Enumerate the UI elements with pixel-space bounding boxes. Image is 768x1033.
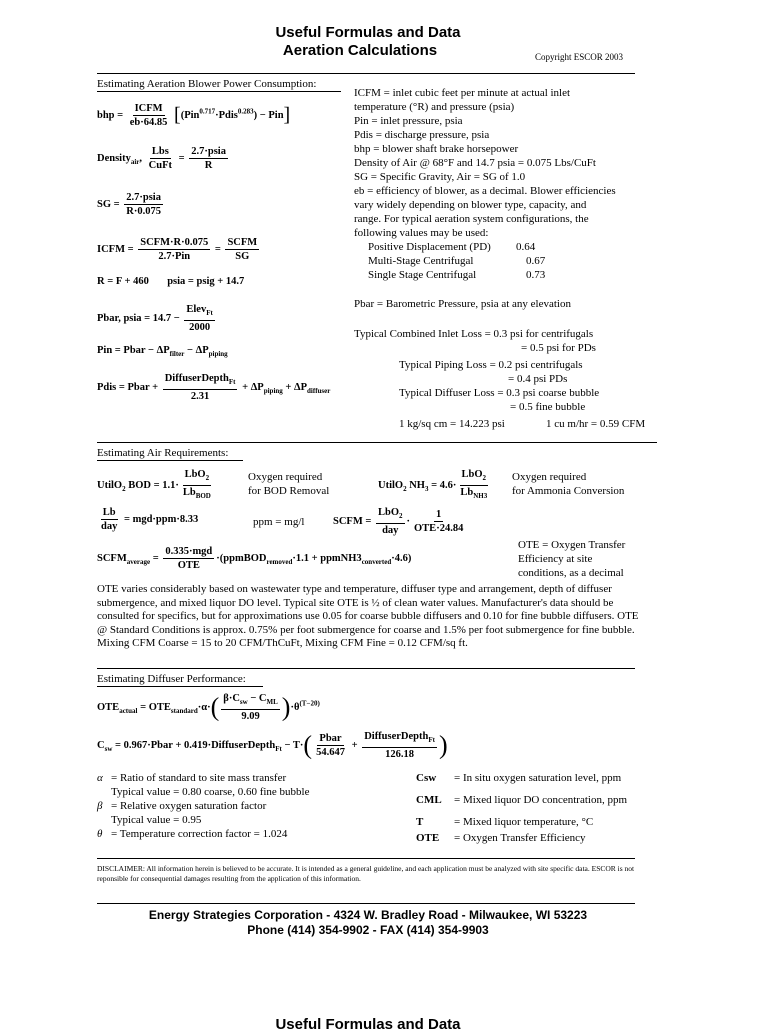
formula-csw: $C_{sw}$ = 0.967·Pbar + 0.419·DiffuserDepth$_{Ft}$ − T·( $\frac{\text{Pbar}}{54.647}$ + $\frac{DiffuserDepth_{Ft}}{126.18}$ ) bbox=[97, 730, 448, 761]
formula-bhp: bhp = $\frac{\text{ICFM}}{eb\cdot 64.85}$ [(Pin$^{0.717}$·Pdis$^{0.283}$) − Pin] bbox=[97, 103, 291, 128]
ppm-note: ppm = mg/l bbox=[253, 516, 305, 528]
formula-pbar: Pbar, psia = 14.7 − $\frac{Elev_{Ft}}{2000}$ bbox=[97, 304, 213, 334]
efficiency-values: 0.64 0.67 0.73 bbox=[516, 241, 546, 281]
inlet-loss-pd: = 0.5 psi for PDs bbox=[521, 342, 596, 354]
formula-util-bod: UtilO$_2$ BOD = 1.1· $\frac{LbO_2}{Lb_{BOD}}$ bbox=[97, 469, 211, 501]
piping-loss-pd: = 0.4 psi PDs bbox=[508, 373, 568, 385]
formula-sg: SG = $\frac{\text{2.7·psia}}{R\cdot 0.075}$ bbox=[97, 192, 161, 217]
note-bod: Oxygen required for BOD Removal bbox=[248, 471, 330, 497]
diffuser-loss: Typical Diffuser Loss = 0.3 psi coarse bubble bbox=[399, 387, 600, 399]
formula-scfm-average: $SCFM_{average}$ = $\frac{\text{0.335·mgd}}{\text{OTE}}$ ·(ppmBOD$_{removed}$·1.1 + $ppmNH3_{converted}\cdot 4.6$) bbox=[97, 546, 412, 571]
section-heading-air: Estimating Air Requirements: bbox=[97, 447, 229, 459]
formula-pin: Pin = Pbar − $\Delta P_{filter} - \Delta P_{piping}$ bbox=[97, 345, 228, 359]
formula-pdis: Pdis = Pbar + $\frac{DiffuserDepth_{Ft}}{2.31}$ + $\Delta P_{piping} + \Delta P_{diffuser}$ bbox=[97, 373, 331, 403]
formula-density: Density$_{air}$, $\frac{\text{Lbs}}{\text{CuFt}}$ = $\frac{\text{2.7·psia}}{R}$ bbox=[97, 146, 226, 171]
divider bbox=[97, 442, 657, 443]
disclaimer: DISCLAIMER: All information herein is believed to be accurate. It is intended as a general guideline, and each application must be analyzed with site specific data. ESCOR is not reponsible for consequential damages resulting from the application of this information. bbox=[97, 864, 635, 883]
divider bbox=[97, 73, 635, 74]
ote-paragraph: OTE varies considerably based on wastewater type and temperature, diffuser type and arrangement, depth of diffuser submergence, and mixed liquor DO level. Typical site OTE is ½ of clean water values. Manufacturer's data should be consulted for specifics, but for approximations use 0.05 for coarse bubble diffusers and 0.10 for fine bubble diffusers. OTE @ Standard Conditions is approx. 0.75% per foot submergence for coarse and 1.5% per foot submergence for fine bubble. Mixing CFM Coarse = 15 to 20 CFM/ThCuFt, Mixing CFM Fine = 0.12 CFM/sq ft. bbox=[97, 583, 639, 649]
formula-scfm: SCFM = $\frac{LbO_2}{\text{day}}$ · $\frac{1}{\text{OTE·24.84}}$ bbox=[333, 507, 464, 537]
piping-loss: Typical Piping Loss = 0.2 psi centrifugals bbox=[399, 359, 583, 371]
formula-util-nh3: UtilO$_2$ $NH_3 = 4.6\cdot$ $\frac{LbO_2}{Lb_{NH3}}$ bbox=[378, 469, 488, 501]
blower-definitions: ICFM = inlet cubic feet per minute at actual inlet temperature (°R) and pressure (psia) Pin = inlet pressure, psia Pdis = discharge pressure, psia bhp = blower shaft brake horsepower Density of Air @ 68°F and 14.7 psia = 0.075 Lbs/CuFt SG = Specific Gravity, Air = SG of 1.0 eb = efficiency of blower, as a decimal. Blower efficiencies vary widely depending on blower type, capacity, and range. For typical aeration system configurations, the following values may be used: bbox=[354, 87, 616, 239]
formula-lb-day: $\frac{Lb}{\text{day}}$ = mgd·ppm·8.33 bbox=[101, 507, 199, 532]
divider bbox=[97, 903, 635, 904]
diffuser-right-defs: Csw = In situ oxygen saturation level, ppm CML = Mixed liquor DO concentration, ppm T = Mixed liquor temperature, °C OTE = Oxygen Transfer Efficiency bbox=[416, 772, 628, 844]
company-phone: Phone (414) 354-9902 - FAX (414) 354-9903 bbox=[247, 923, 489, 937]
heading-underline bbox=[97, 91, 341, 92]
page-title: Useful Formulas and Data bbox=[275, 24, 461, 41]
page-subtitle: Aeration Calculations bbox=[282, 42, 438, 59]
formula-rankine: R = F + 460 psia = psig + 14.7 bbox=[97, 276, 245, 287]
note-nh3: Oxygen required for Ammonia Conversion bbox=[512, 471, 625, 497]
company-address: Energy Strategies Corporation - 4324 W. Bradley Road - Milwaukee, WI 53223 bbox=[148, 908, 588, 922]
divider bbox=[97, 668, 635, 669]
formula-icfm: ICFM = $\frac{\text{SCFM·R·0.075}}{\text{2.7·Pin}}$ = $\frac{\text{SCFM}}{SG}$ bbox=[97, 237, 258, 262]
next-page-title: Useful Formulas and Data bbox=[275, 1016, 461, 1033]
pbar-definition: Pbar = Barometric Pressure, psia at any elevation bbox=[354, 298, 571, 310]
section-heading-diffuser: Estimating Diffuser Performance: bbox=[97, 673, 246, 685]
diffuser-loss-fine: = 0.5 fine bubble bbox=[510, 401, 586, 413]
copyright: Copyright ESCOR 2003 bbox=[535, 52, 624, 62]
diffuser-left-defs: α = Ratio of standard to site mass transfer Typical value = 0.80 coarse, 0.60 fine bubble β = Relative oxygen saturation factor Typical value = 0.95 θ = Temperature correction factor = 1.024 bbox=[97, 772, 310, 840]
heading-underline bbox=[97, 460, 243, 461]
section-heading-blower: Estimating Aeration Blower Power Consumption: bbox=[97, 78, 317, 90]
formula-ote-actual: $OTE_{actual} = OTE_{standard}\cdot\alpha\cdot$( $\frac{\beta\cdot C_{sw} - C_{ML}}{9.09}$ )$\cdot\theta^{(T-20)}$ bbox=[97, 692, 320, 723]
conversion-pressure: 1 kg/sq cm = 14.223 psi bbox=[399, 418, 505, 430]
ote-definition: OTE = Oxygen Transfer Efficiency at site conditions, as a decimal bbox=[518, 539, 626, 579]
conversion-flow: 1 cu m/hr = 0.59 CFM bbox=[546, 418, 646, 430]
efficiency-types: Positive Displacement (PD) Multi-Stage Centrifugal Single Stage Centrifugal bbox=[368, 241, 491, 281]
inlet-loss: Typical Combined Inlet Loss = 0.3 psi for centrifugals bbox=[354, 328, 594, 340]
divider bbox=[97, 858, 635, 859]
heading-underline bbox=[97, 686, 263, 687]
